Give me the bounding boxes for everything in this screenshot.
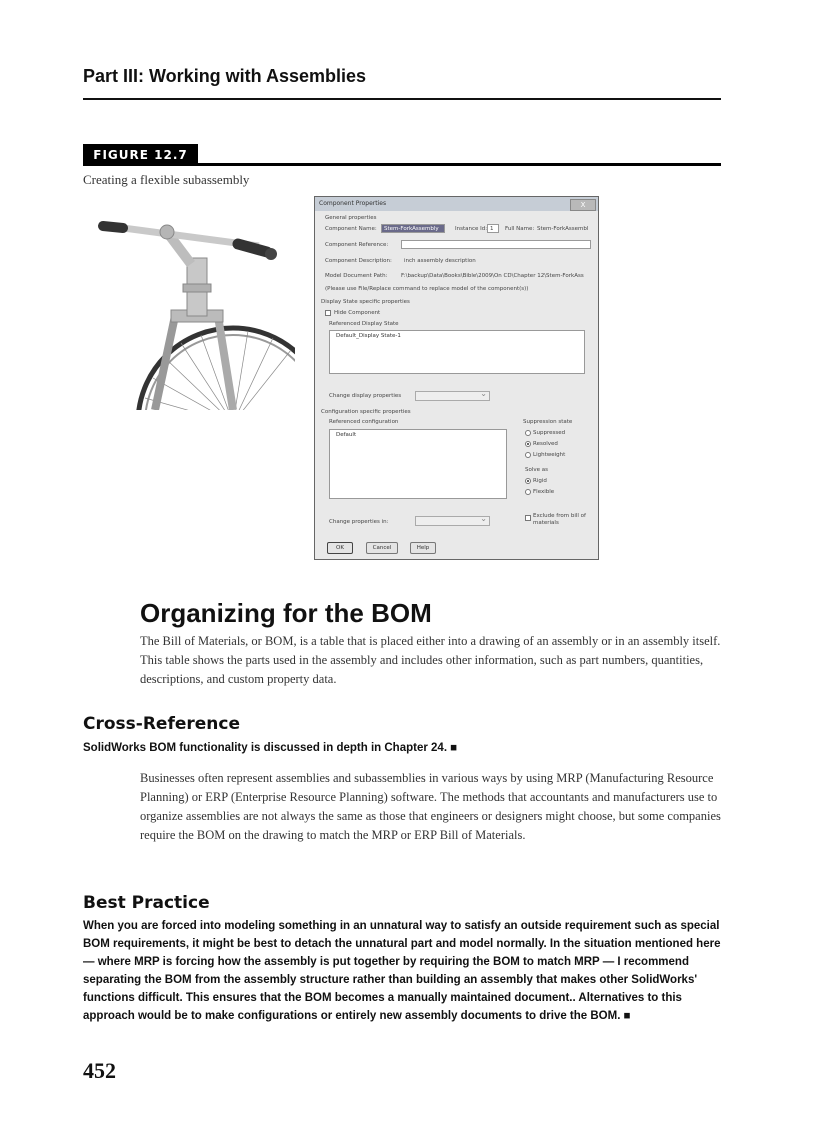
- resolved-radio[interactable]: [525, 441, 531, 447]
- best-practice-heading: Best Practice: [83, 893, 210, 913]
- change-display-properties-dropdown[interactable]: [415, 391, 490, 401]
- figure-rule: [198, 163, 721, 166]
- best-practice-text: When you are forced into modeling something in an unnatural way to satisfy an outside requirement such as special BOM requirements, it might be best to detach the unnatural part and model normally. In the situation mentioned here — where MRP is forcing how the assembly is put together by requiring the BOM to match MRP — I recommend separating the BOM from the assembly structure rather than building an assembly that makes other SolidWorks' functions difficult. This ensures that the BOM becomes a manually maintained document.. Alternatives to this approach would be to make configurations or entirely new assembly documents to drive the BOM. ■: [83, 920, 721, 1022]
- suppression-state-label: Suppression state: [523, 419, 573, 425]
- component-description-input[interactable]: inch assembly description: [404, 258, 476, 264]
- hide-component-label: Hide Component: [334, 310, 381, 316]
- flexible-radio[interactable]: [525, 489, 531, 495]
- section-heading: Organizing for the BOM: [140, 598, 432, 628]
- change-properties-in-label: Change properties in:: [329, 519, 389, 525]
- dialog-close-button[interactable]: X: [570, 199, 596, 211]
- lightweight-radio[interactable]: [525, 452, 531, 458]
- display-state-group: Display State specific properties: [321, 299, 410, 305]
- model-document-path-label: Model Document Path:: [325, 273, 388, 279]
- bicycle-stem-fork-illustration: [83, 198, 295, 410]
- cross-reference-heading: Cross-Reference: [83, 714, 241, 734]
- paragraph-bom-intro: The Bill of Materials, or BOM, is a table that is placed either into a drawing of an assembly or in an assembly itself. This table shows the parts used in the assembly and includes other information, such as part numbers, quantities, descriptions, and custom property data.: [140, 634, 721, 686]
- ok-button[interactable]: OK: [327, 542, 353, 554]
- instance-id-label: Instance Id:: [455, 226, 488, 232]
- configuration-item[interactable]: Default: [336, 432, 357, 438]
- solve-as-label: Solve as: [525, 467, 549, 473]
- running-header: Part III: Working with Assemblies: [83, 66, 367, 86]
- component-description-label: Component Description:: [325, 258, 392, 264]
- change-properties-in-dropdown[interactable]: [415, 516, 490, 526]
- rigid-radio[interactable]: [525, 478, 531, 484]
- resolved-label: Resolved: [533, 441, 558, 447]
- display-state-list[interactable]: [329, 330, 585, 374]
- full-name-label: Full Name:: [505, 226, 535, 232]
- page-number: 452: [83, 1058, 116, 1083]
- component-name-input[interactable]: Stem-ForkAssembly: [381, 224, 445, 233]
- header-rule: [83, 98, 721, 100]
- rigid-label: Rigid: [533, 478, 547, 484]
- component-name-label: Component Name:: [325, 226, 377, 232]
- configuration-list[interactable]: [329, 429, 507, 499]
- figure-badge: FIGURE 12.7: [83, 144, 198, 166]
- dialog-title: Component Properties: [319, 200, 387, 207]
- referenced-display-state-label: Referenced Display State: [329, 321, 399, 327]
- help-button[interactable]: Help: [410, 542, 436, 554]
- instance-id-input[interactable]: 1: [487, 224, 499, 233]
- suppressed-label: Suppressed: [533, 430, 566, 436]
- suppressed-radio[interactable]: [525, 430, 531, 436]
- configuration-group: Configuration specific properties: [321, 409, 411, 415]
- referenced-configuration-label: Referenced configuration: [329, 419, 399, 425]
- lightweight-label: Lightweight: [533, 452, 566, 458]
- hide-component-checkbox[interactable]: [325, 310, 331, 316]
- component-reference-input[interactable]: [401, 240, 591, 249]
- change-display-properties-label: Change display properties: [329, 393, 402, 399]
- full-name-value: Stem-ForkAssembl: [537, 226, 589, 232]
- flexible-label: Flexible: [533, 489, 555, 495]
- component-properties-dialog: [314, 196, 599, 560]
- figure-caption: Creating a flexible subassembly: [83, 172, 250, 187]
- general-properties-group: General properties: [325, 215, 377, 221]
- paragraph-mrp-erp: Businesses often represent assemblies and subassemblies in various ways by using MRP (Manufacturing Resource Planning) or ERP (Enterprise Resource Planning) software. The methods that accountants and manufacturers use to organize assemblies are not always the same as those that engineers or designers might choose, but some companies require the BOM on the drawing to match the MRP or ERP Bill of Materials.: [140, 771, 721, 842]
- display-state-item[interactable]: Default_Display State-1: [336, 333, 401, 339]
- exclude-bom-checkbox[interactable]: [525, 515, 531, 521]
- cancel-button[interactable]: Cancel: [366, 542, 398, 554]
- model-document-path-value: F:\backup\Data\Books\Bible\2009\On CD\Chapter 12\Stem-ForkAss: [401, 273, 584, 279]
- replace-note: (Please use File/Replace command to replace model of the component(s)): [325, 286, 529, 292]
- exclude-bom-label: Exclude from bill of materials: [533, 513, 586, 526]
- cross-reference-text: SolidWorks BOM functionality is discussed in depth in Chapter 24. ■: [83, 742, 458, 754]
- component-reference-label: Component Reference:: [325, 242, 389, 248]
